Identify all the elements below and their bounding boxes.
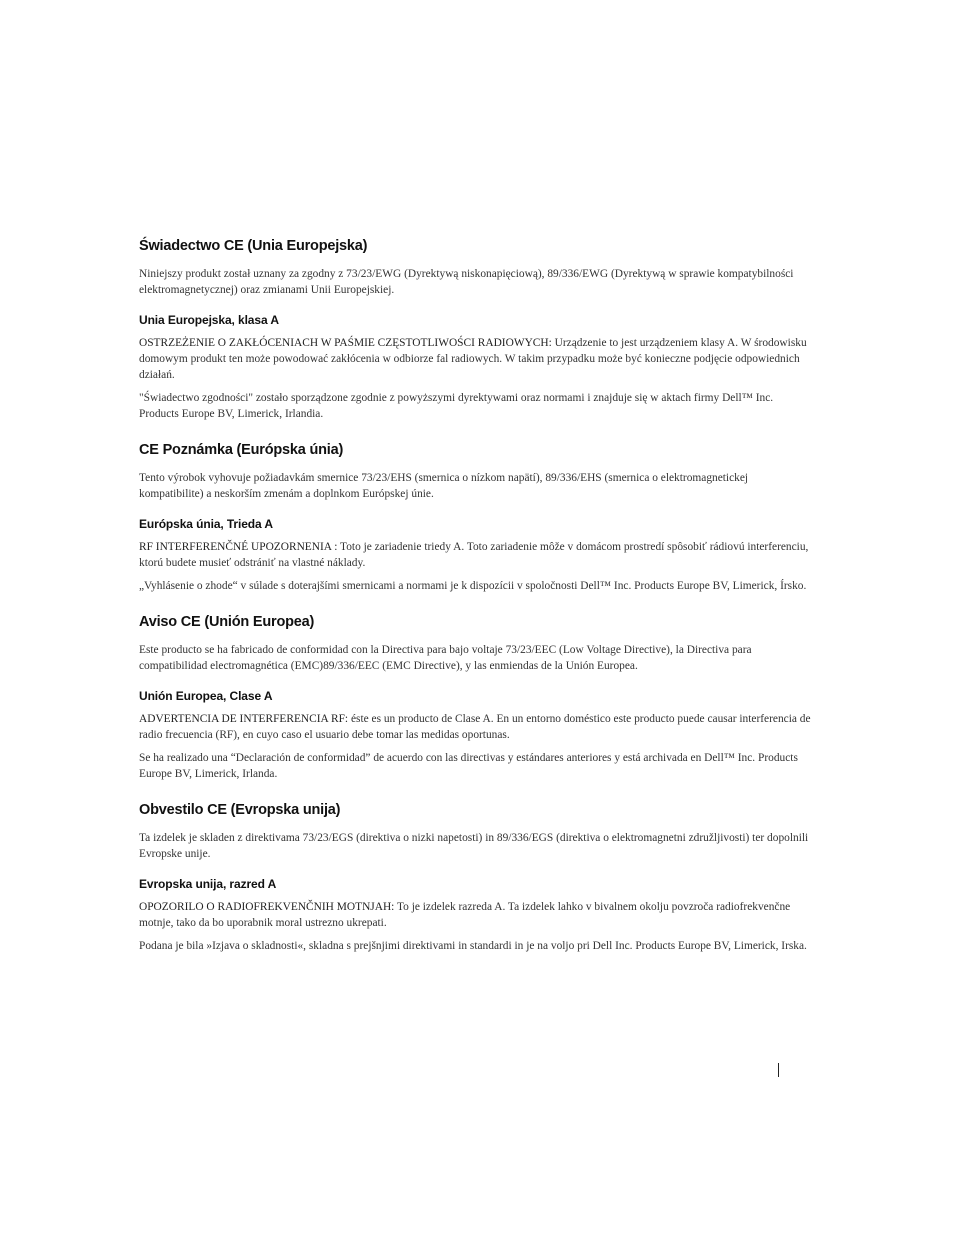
warning-lead: OSTRZEŻENIE O ZAKŁÓCENIACH W PAŚMIE CZĘSTOTLIWOŚCI RADIOWYCH: <box>139 337 552 349</box>
section-title: Aviso CE (Unión Europea) <box>139 614 315 630</box>
declaration-paragraph: "Świadectwo zgodności" zostało sporządzone zgodnie z powyższymi dyrektywami oraz normami i znajduje się w aktach firmy Dell™ Inc. Products Europe BV, Limerick, Irlandia. <box>139 392 774 420</box>
declaration-paragraph: Se ha realizado una “Declaración de conformidad” de acuerdo con las directivas y estándares anteriores y está archivada en Dell™ Inc. Products Europe BV, Limerick, Irlanda. <box>139 752 798 780</box>
declaration-paragraph: Podana je bila »Izjava o skladnosti«, skladna s prejšnjimi direktivami in standardi in je na voljo pri Dell Inc. Products Europe BV, Limerick, Irska. <box>139 940 807 952</box>
warning-text: Urządzenie to jest urządzeniem klasy A. W środowisku domowym produkt ten może powodować zakłócenia w odbiorze fal radiowych. W takim przypadku może być konieczne podjęcie odpowiednich działań. <box>139 337 807 381</box>
warning-paragraph <box>139 335 815 383</box>
section-spanish-ce-notice <box>139 612 815 782</box>
section-title: Obvestilo CE (Evropska unija) <box>139 802 341 818</box>
section-subtitle: Evropska unija, razred A <box>139 877 277 891</box>
section-intro: Tento výrobok vyhovuje požiadavkám smernice 73/23/EHS (smernica o nízkom napätí), 89/336/EHS (smernica o elektromagnetickej kompatibilite) a neskorším zmenám a doplnkom Európskej únie. <box>139 472 749 500</box>
warning-lead: RF INTERFERENČNÉ UPOZORNENIA : <box>139 541 338 553</box>
section-intro: Niniejszy produkt został uznany za zgodny z 73/23/EWG (Dyrektywą niskonapięciową), 89/336/EWG (Dyrektywą w sprawie kompatybilności elektromagnetycznej) oraz zmianami Unii Europejskiej. <box>139 268 794 296</box>
page-edge-mark <box>778 1063 779 1077</box>
warning-paragraph <box>139 899 815 931</box>
warning-text: Toto je zariadenie triedy A. Toto zariadenie môže v domácom prostredí spôsobiť rádiovú interferenciu, ktorú budete musieť odstrániť na vlastné náklady. <box>139 541 809 569</box>
section-intro: Este producto se ha fabricado de conformidad con la Directiva para bajo voltaje 73/23/EEC (Low Voltage Directive), la Directiva para compatibilidad electromagnética (EMC)89/336/EEC (EMC Directive), y las enmiendas de la Unión Europea. <box>139 644 752 672</box>
warning-paragraph <box>139 539 815 571</box>
declaration-paragraph: „Vyhlásenie o zhode“ v súlade s doterajšími smernicami a normami je k dispozícii v spoločnosti Dell™ Inc. Products Europe BV, Limerick, Írsko. <box>139 580 807 592</box>
section-intro: Ta izdelek je skladen z direktivama 73/23/EGS (direktiva o nizki napetosti) in 89/336/EGS (direktiva o elektromagnetni združljivosti) ter dopolnili Evropske unije. <box>139 832 809 860</box>
section-subtitle: Európska únia, Trieda A <box>139 517 273 531</box>
section-polish-ce-notice <box>139 236 815 422</box>
section-slovenian-ce-notice <box>139 800 815 954</box>
section-subtitle: Unión Europea, Clase A <box>139 689 273 703</box>
warning-text: To je izdelek razreda A. Ta izdelek lahko v bivalnem okolju povzroča radiofrekvenčne motnje, tako da bo uporabnik moral ustrezno ukrepati. <box>139 901 791 929</box>
warning-text: éste es un producto de Clase A. En un entorno doméstico este producto puede causar interferencia de radio frecuencia (RF), en cuyo caso el usuario debe tomar las medidas oportunas. <box>139 713 811 741</box>
section-title: CE Poznámka (Európska únia) <box>139 442 344 458</box>
warning-lead: OPOZORILO O RADIOFREKVENČNIH MOTNJAH: <box>139 901 395 913</box>
warning-paragraph <box>139 711 815 743</box>
warning-lead: ADVERTENCIA DE INTERFERENCIA RF: <box>139 713 349 725</box>
section-subtitle: Unia Europejska, klasa A <box>139 313 279 327</box>
section-slovak-ce-notice <box>139 440 815 594</box>
document-content <box>139 236 815 961</box>
section-title: Świadectwo CE (Unia Europejska) <box>139 238 368 254</box>
